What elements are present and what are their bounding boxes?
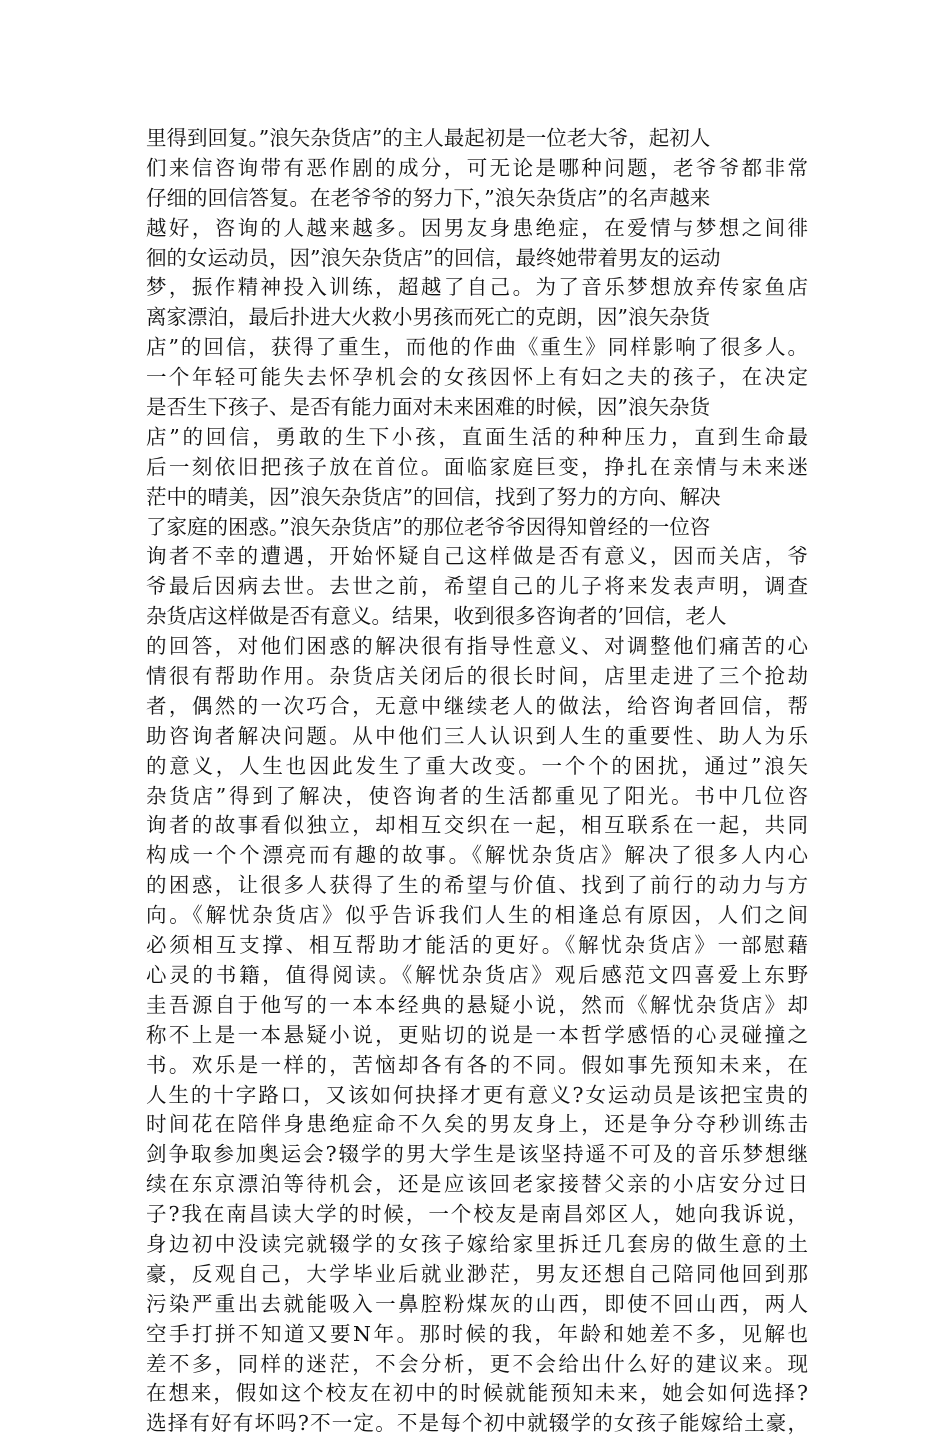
- text-line: 一个年轻可能失去怀孕机会的女孩因怀上有妇之夫的孩子，在决定: [146, 365, 811, 390]
- text-line: 杂货店这样做是否有意义。结果，收到很多咨询者的’回信，老人: [146, 604, 727, 629]
- text-line: 茫中的晴美，因”浪矢杂货店”的回信，找到了努力的方向、解决: [146, 484, 721, 509]
- text-line: 仔细的回信答复。在老爷爷的努力下，”浪矢杂货店”的名声越来: [146, 185, 711, 210]
- text-line: 越好，咨询的人越来越多。因男友身患绝症，在爱情与梦想之间徘: [146, 215, 811, 240]
- text-line: 构成一个个漂亮而有趣的故事。《解忧杂货店》解决了很多人内心: [146, 843, 811, 868]
- text-line: 称不上是一本悬疑小说，更贴切的说是一本哲学感悟的心灵碰撞之: [146, 1022, 811, 1047]
- text-line: 里得到回复。”浪矢杂货店”的主人最起初是一位老大爷，起初人: [146, 126, 711, 150]
- text-line: 时间花在陪伴身患绝症命不久矣的男友身上，还是争分夺秒训练击: [146, 1112, 811, 1137]
- text-line: 询者的故事看似独立，却相互交织在一起，相互联系在一起，共同: [146, 813, 811, 838]
- text-line: 是否生下孩子、是否有能力面对未来困难的时候，因”浪矢杂货: [146, 395, 710, 420]
- text-line: 爷最后因病去世。去世之前，希望自己的儿子将来发表声明，调查: [146, 574, 811, 599]
- body-text: [146, 124, 811, 1439]
- text-line: 的回答，对他们困惑的解决很有指导性意义、对调整他们痛苦的心: [146, 634, 811, 659]
- text-line: 店”的回信，获得了重生，而他的作曲《重生》同样影响了很多人。: [146, 335, 810, 360]
- text-line: 圭吾源自于他写的一本本经典的悬疑小说，然而《解忧杂货店》却: [146, 992, 811, 1017]
- text-line: 选择有好有坏吗?不一定。不是每个初中就辍学的女孩子能嫁给土豪，: [146, 1411, 810, 1436]
- text-line: 了家庭的困惑。”浪矢杂货店”的那位老爷爷因得知曾经的一位咨: [146, 514, 711, 539]
- text-line: 在想来，假如这个校友在初中的时候就能预知未来，她会如何选择?: [146, 1381, 810, 1406]
- text-line: 子?我在南昌读大学的时候，一个校友是南昌郊区人，她向我诉说，: [146, 1202, 810, 1227]
- text-line: 助咨询者解决问题。从中他们三人认识到人生的重要性、助人为乐: [146, 723, 811, 748]
- text-line: 们来信咨询带有恶作剧的成分，可无论是哪种问题，老爷爷都非常: [146, 155, 811, 180]
- text-line: 书。欢乐是一样的，苦恼却各有各的不同。假如事先预知未来，在: [146, 1052, 811, 1077]
- text-line: 心灵的书籍，值得阅读。《解忧杂货店》观后感范文四喜爱上东野: [146, 962, 811, 987]
- text-line: 梦，振作精神投入训练，超越了自己。为了音乐梦想放弃传家鱼店: [146, 275, 811, 300]
- text-line: 店”的回信，勇敢的生下小孩，直面生活的种种压力，直到生命最: [146, 424, 811, 449]
- text-line: 后一刻依旧把孩子放在首位。面临家庭巨变，挣扎在亲情与未来迷: [146, 454, 811, 479]
- text-line: 人生的十字路口，又该如何抉择才更有意义?女运动员是该把宝贵的: [146, 1082, 810, 1107]
- text-line: 者，偶然的一次巧合，无意中继续老人的做法，给咨询者回信，帮: [146, 693, 811, 718]
- text-line: 向。《解忧杂货店》似乎告诉我们人生的相逢总有原因，人们之间: [146, 903, 811, 928]
- text-line: 的困惑，让很多人获得了生的希望与价值、找到了前行的动力与方: [146, 873, 811, 898]
- text-line: 污染严重出去就能吸入一鼻腔粉煤灰的山西，即使不回山西，两人: [146, 1291, 811, 1316]
- text-line: 必须相互支撑、相互帮助才能活的更好。《解忧杂货店》一部慰藉: [146, 933, 811, 958]
- text-line: 空手打拼不知道又要N年。那时候的我，年龄和她差不多，见解也: [146, 1321, 811, 1346]
- text-line: 豪，反观自己，大学毕业后就业渺茫，男友还想自己陪同他回到那: [146, 1261, 811, 1286]
- text-line: 差不多，同样的迷茫，不会分析，更不会给出什么好的建议来。现: [146, 1351, 811, 1376]
- text-line: 的意义，人生也因此发生了重大改变。一个个的困扰，通过”浪矢: [146, 753, 811, 778]
- text-line: 离家漂泊，最后扑进大火救小男孩而死亡的克朗，因”浪矢杂货: [146, 305, 710, 330]
- text-line: 询者不幸的遭遇，开始怀疑自己这样做是否有意义，因而关店，爷: [146, 544, 811, 569]
- text-line: 情很有帮助作用。杂货店关闭后的很长时间，店里走进了三个抢劫: [146, 664, 811, 689]
- text-line: 杂货店”得到了解决，使咨询者的生活都重见了阳光。书中几位咨: [146, 783, 811, 808]
- text-line: 徊的女运动员，因”浪矢杂货店”的回信，最终她带着男友的运动: [146, 245, 721, 270]
- text-line: 身边初中没读完就辍学的女孩子嫁给家里拆迁几套房的做生意的土: [146, 1231, 811, 1256]
- text-line: 剑争取参加奥运会?辍学的男大学生是该坚持遥不可及的音乐梦想继: [146, 1142, 810, 1167]
- text-line: 续在东京漂泊等待机会，还是应该回老家接替父亲的小店安分过日: [146, 1172, 811, 1197]
